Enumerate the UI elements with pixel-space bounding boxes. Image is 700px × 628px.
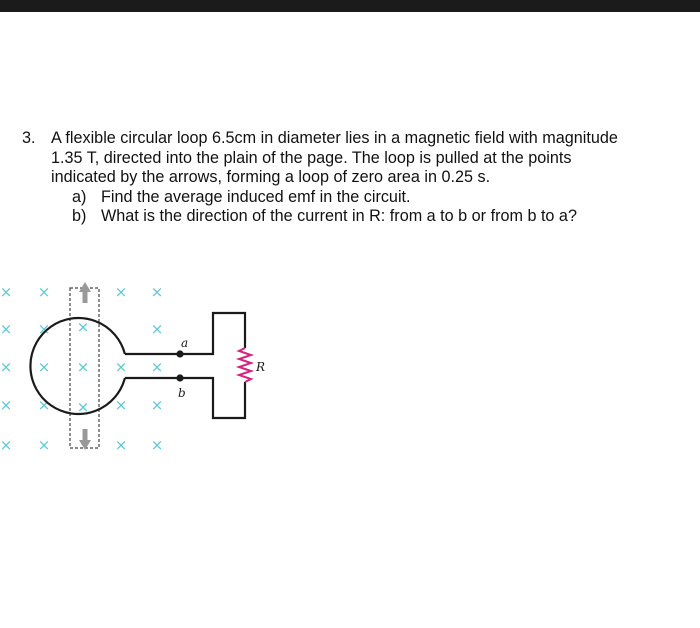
field-mark: × (76, 358, 90, 376)
problem-statement-line: 1.35 T, directed into the plain of the page. The loop is pulled at the points (51, 148, 572, 167)
field-mark: × (37, 320, 51, 338)
label-a: a (181, 336, 189, 350)
subquestion-text: What is the direction of the current in R: from a to b or from b to a? (101, 207, 577, 225)
label-b: b (178, 386, 186, 400)
circuit-diagram (0, 270, 290, 470)
field-mark: × (0, 436, 13, 454)
field-mark: × (150, 320, 164, 338)
field-mark: × (150, 436, 164, 454)
subquestion-letter: a) (72, 187, 87, 206)
subquestion-letter: b) (72, 207, 87, 225)
magnetic-field-marks (0, 283, 163, 454)
field-mark: × (114, 396, 128, 414)
field-mark: × (0, 283, 13, 301)
problem-line-1 (22, 129, 692, 149)
field-mark: × (150, 358, 164, 376)
field-mark: × (150, 396, 164, 414)
up-arrow-icon (79, 282, 91, 303)
problem-number: 3. (22, 129, 36, 147)
terminal-a (176, 350, 183, 357)
field-mark: × (150, 283, 164, 301)
resistor (239, 348, 251, 382)
subquestion-a (22, 188, 692, 208)
label-r: R (256, 360, 266, 374)
subquestion-b (22, 207, 692, 227)
top-bar (0, 0, 700, 12)
problem-statement-line: indicated by the arrows, forming a loop of zero area in 0.25 s. (51, 168, 491, 186)
field-mark: × (76, 318, 90, 336)
field-mark: × (114, 358, 128, 376)
field-mark: × (37, 358, 51, 376)
terminal-b (176, 374, 183, 381)
circuit-wire-bottom (180, 378, 245, 418)
field-mark: × (76, 398, 90, 416)
circuit-figure (0, 270, 290, 470)
subquestion-text: Find the average induced emf in the circuit. (101, 187, 411, 206)
field-mark: × (0, 358, 13, 376)
field-mark: × (37, 436, 51, 454)
field-mark: × (114, 283, 128, 301)
field-mark: × (37, 283, 51, 301)
field-mark: × (37, 396, 51, 414)
circuit-wire-top (180, 313, 245, 354)
down-arrow-icon (79, 429, 91, 450)
problem-text (22, 129, 692, 227)
field-mark: × (114, 436, 128, 454)
field-mark: × (0, 320, 13, 338)
field-mark: × (0, 396, 13, 414)
problem-statement-line: A flexible circular loop 6.5cm in diameter lies in a magnetic field with magnitude (51, 129, 618, 147)
